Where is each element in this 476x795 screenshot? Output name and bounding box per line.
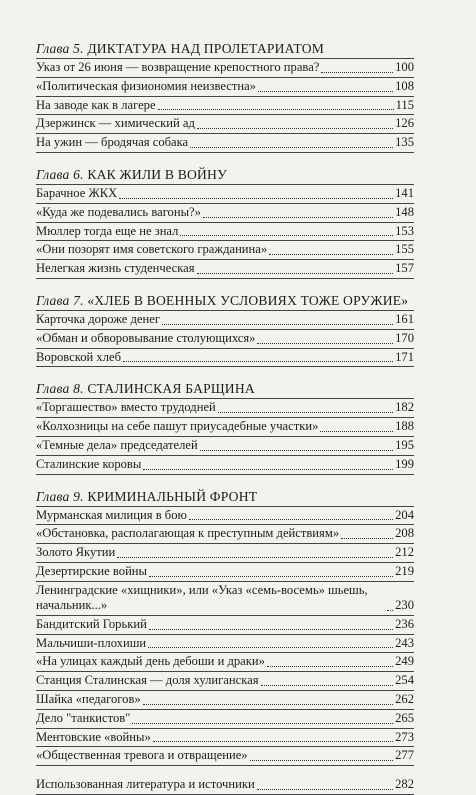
toc-entry	[36, 399, 414, 418]
dot-leader	[341, 538, 393, 539]
chapter-number: Глава 5.	[36, 41, 84, 56]
dot-leader	[200, 450, 393, 451]
dot-leader	[203, 217, 393, 218]
bibliography-section	[36, 776, 414, 795]
toc-entry-page: 188	[395, 419, 414, 434]
chapter-heading	[36, 166, 414, 185]
toc-entry-title: Сталинские коровы	[36, 456, 142, 471]
toc-entry-title: Золото Якутии	[36, 545, 116, 560]
dot-leader	[132, 723, 393, 724]
toc-entry-title: Нелегкая жизнь студенческая	[36, 261, 195, 276]
toc-entry	[36, 260, 414, 278]
chapter-block	[36, 292, 414, 367]
dot-leader	[387, 610, 393, 611]
chapter-heading	[36, 292, 414, 311]
toc-entry-page: 243	[395, 635, 414, 650]
chapter-block	[36, 380, 414, 474]
dot-leader	[117, 557, 393, 558]
toc-entry-page: 141	[395, 185, 414, 200]
toc-entry-page: 182	[395, 400, 414, 415]
toc-entry-page: 171	[395, 349, 414, 364]
chapter-number: Глава 8.	[36, 381, 84, 397]
dot-leader	[143, 704, 393, 705]
chapter-title: КАК ЖИЛИ В ВОЙНУ	[87, 166, 227, 182]
toc-entry-page: 273	[395, 729, 414, 744]
dot-leader	[321, 72, 393, 73]
dot-leader	[269, 254, 393, 255]
toc-entry-title: На заводе как в лагере	[36, 97, 156, 112]
dot-leader	[320, 431, 393, 432]
table-of-contents	[36, 40, 414, 766]
toc-entry	[36, 134, 414, 152]
toc-entry	[36, 710, 414, 729]
toc-entry-page: 126	[395, 116, 414, 131]
toc-entry	[36, 437, 414, 456]
toc-entry	[36, 563, 414, 582]
toc-entry-title: Дезертирские войны	[36, 563, 148, 578]
toc-entry	[36, 582, 414, 616]
toc-entry-page: 249	[395, 654, 414, 669]
dot-leader	[257, 343, 393, 344]
toc-entry-title: Воровской хлеб	[36, 349, 121, 364]
toc-entry-page: 219	[395, 563, 414, 578]
dot-leader	[190, 147, 393, 148]
toc-entry	[36, 635, 414, 654]
toc-entry	[36, 115, 414, 134]
dot-leader	[197, 128, 393, 129]
toc-entry-title: «На улицах каждый день дебоши и драки»	[36, 654, 265, 669]
toc-entry-bibliography	[36, 776, 414, 795]
toc-entry-page: 135	[395, 135, 414, 150]
toc-entry-page: 157	[395, 261, 414, 276]
toc-entry-title: Ментовские «войны»	[36, 729, 151, 744]
toc-entry-title: «Политическая физиономия неизвестна»	[36, 78, 256, 93]
dot-leader	[189, 519, 393, 520]
dot-leader	[119, 198, 393, 199]
toc-entry	[36, 349, 414, 367]
chapter-block	[36, 40, 414, 153]
toc-entry-title: «Обман и обворовывание столующихся»	[36, 330, 256, 345]
toc-entry-title: «Они позорят имя советского гражданина»	[36, 242, 268, 257]
toc-entry-title: На ужин — бродячая собака	[36, 135, 189, 150]
dot-leader	[153, 741, 393, 742]
toc-entry	[36, 653, 414, 672]
toc-entry	[36, 241, 414, 260]
dot-leader	[250, 760, 394, 761]
dot-leader	[148, 647, 393, 648]
toc-entry	[36, 616, 414, 635]
toc-entry-title: Дело "танкистов"	[36, 710, 131, 725]
chapter-heading	[36, 40, 414, 59]
dot-leader	[123, 361, 393, 362]
toc-entry-page: 170	[395, 330, 414, 345]
toc-entry	[36, 691, 414, 710]
toc-entry	[36, 59, 414, 78]
toc-entry	[36, 311, 414, 330]
chapter-heading	[36, 380, 414, 399]
toc-entry-title: Мальчиши-плохиши	[36, 635, 147, 650]
toc-entry	[36, 544, 414, 563]
toc-entry-page: 265	[395, 710, 414, 725]
dot-leader	[149, 629, 393, 630]
toc-entry	[36, 729, 414, 748]
toc-entry-page: 236	[395, 616, 414, 631]
toc-entry-title: Карточка дороже денег	[36, 311, 161, 326]
toc-entry	[36, 418, 414, 437]
toc-entry-page: 230	[395, 597, 414, 612]
dot-leader	[261, 685, 394, 686]
dot-leader	[218, 412, 393, 413]
chapter-entries	[36, 311, 414, 367]
toc-entry	[36, 223, 414, 242]
dot-leader	[267, 666, 393, 667]
chapter-block	[36, 488, 414, 767]
toc-entry-page: 115	[395, 97, 414, 112]
toc-entry	[36, 185, 414, 204]
toc-entry-page: 148	[395, 204, 414, 219]
chapter-entries	[36, 507, 414, 767]
toc-entry-page: 199	[395, 456, 414, 471]
toc-entry-title: Указ от 26 июня — возвращение крепостного права?	[36, 60, 320, 74]
dot-leader	[149, 576, 393, 577]
toc-entry	[36, 204, 414, 223]
toc-entry-page: 208	[395, 526, 414, 541]
toc-entry-page: 282	[395, 777, 414, 792]
toc-entry-title: «Темные дела» председателей	[36, 437, 198, 452]
toc-entry-page: 204	[395, 507, 414, 522]
toc-entry	[36, 456, 414, 474]
toc-entry	[36, 507, 414, 526]
toc-entry-page: 100	[395, 60, 414, 74]
toc-entry-title: «Обстановка, располагающая к преступным действиям»	[36, 526, 340, 541]
chapter-title: «ХЛЕБ В ВОЕННЫХ УСЛОВИЯХ ТОЖЕ ОРУЖИЕ»	[87, 292, 409, 308]
chapter-title: КРИМИНАЛЬНЫЙ ФРОНТ	[87, 488, 258, 504]
toc-entry-title: «Общественная тревога и отвращение»	[36, 748, 248, 763]
chapter-block	[36, 166, 414, 279]
toc-entry-page: 153	[395, 223, 414, 238]
toc-entry	[36, 330, 414, 349]
toc-entry	[36, 525, 414, 544]
chapter-number: Глава 7.	[36, 292, 84, 308]
toc-entry-title: «Торгашество» вместо трудодней	[36, 400, 216, 415]
toc-entry	[36, 747, 414, 765]
toc-entry-title: Барачное ЖКХ	[36, 185, 118, 200]
toc-entry-page: 254	[395, 673, 414, 688]
dot-leader	[258, 91, 393, 92]
chapter-number: Глава 9.	[36, 488, 84, 504]
toc-entry-page: 212	[395, 545, 414, 560]
toc-entry-title: Дзержинск — химический ад	[36, 116, 195, 131]
dot-leader	[158, 109, 394, 110]
toc-entry-title: «Куда же подевались вагоны?»	[36, 204, 201, 219]
toc-entry-title: «Колхозницы на себе пашут приусадебные участки»	[36, 419, 319, 434]
toc-entry	[36, 97, 414, 116]
chapter-entries	[36, 399, 414, 474]
dot-leader	[180, 235, 393, 236]
chapter-entries	[36, 185, 414, 279]
toc-entry-title: Шайка «педагогов»	[36, 691, 141, 706]
chapter-heading	[36, 488, 414, 507]
dot-leader	[162, 324, 393, 325]
chapter-title: СТАЛИНСКАЯ БАРЩИНА	[87, 381, 255, 397]
chapter-title: ДИКТАТУРА НАД ПРОЛЕТАРИАТОМ	[87, 41, 325, 56]
chapter-number: Глава 6.	[36, 166, 84, 182]
toc-entry-title: Станция Сталинская — доля хулиганская	[36, 673, 259, 688]
toc-entry-title: Мурманская милиция в бою	[36, 507, 187, 522]
toc-entry-page: 108	[395, 78, 414, 93]
toc-entry-page: 161	[395, 311, 414, 326]
dot-leader	[143, 469, 393, 470]
toc-entry-page: 155	[395, 242, 414, 257]
toc-entry-title: Бандитский Горький	[36, 616, 147, 631]
toc-entry-page: 195	[395, 437, 414, 452]
chapter-entries	[36, 59, 414, 153]
toc-entry-title: Использованная литература и источники	[36, 777, 255, 792]
dot-leader	[257, 789, 393, 790]
toc-entry-page: 277	[395, 748, 414, 763]
toc-entry-page: 262	[395, 691, 414, 706]
toc-entry	[36, 672, 414, 691]
dot-leader	[197, 273, 394, 274]
toc-entry-title: Ленинградские «хищники», или «Указ «семь-восемь» шьешь, начальник...»	[36, 582, 368, 613]
toc-entry-title: Мюллер тогда еще не знал	[36, 223, 179, 238]
toc-entry	[36, 78, 414, 97]
